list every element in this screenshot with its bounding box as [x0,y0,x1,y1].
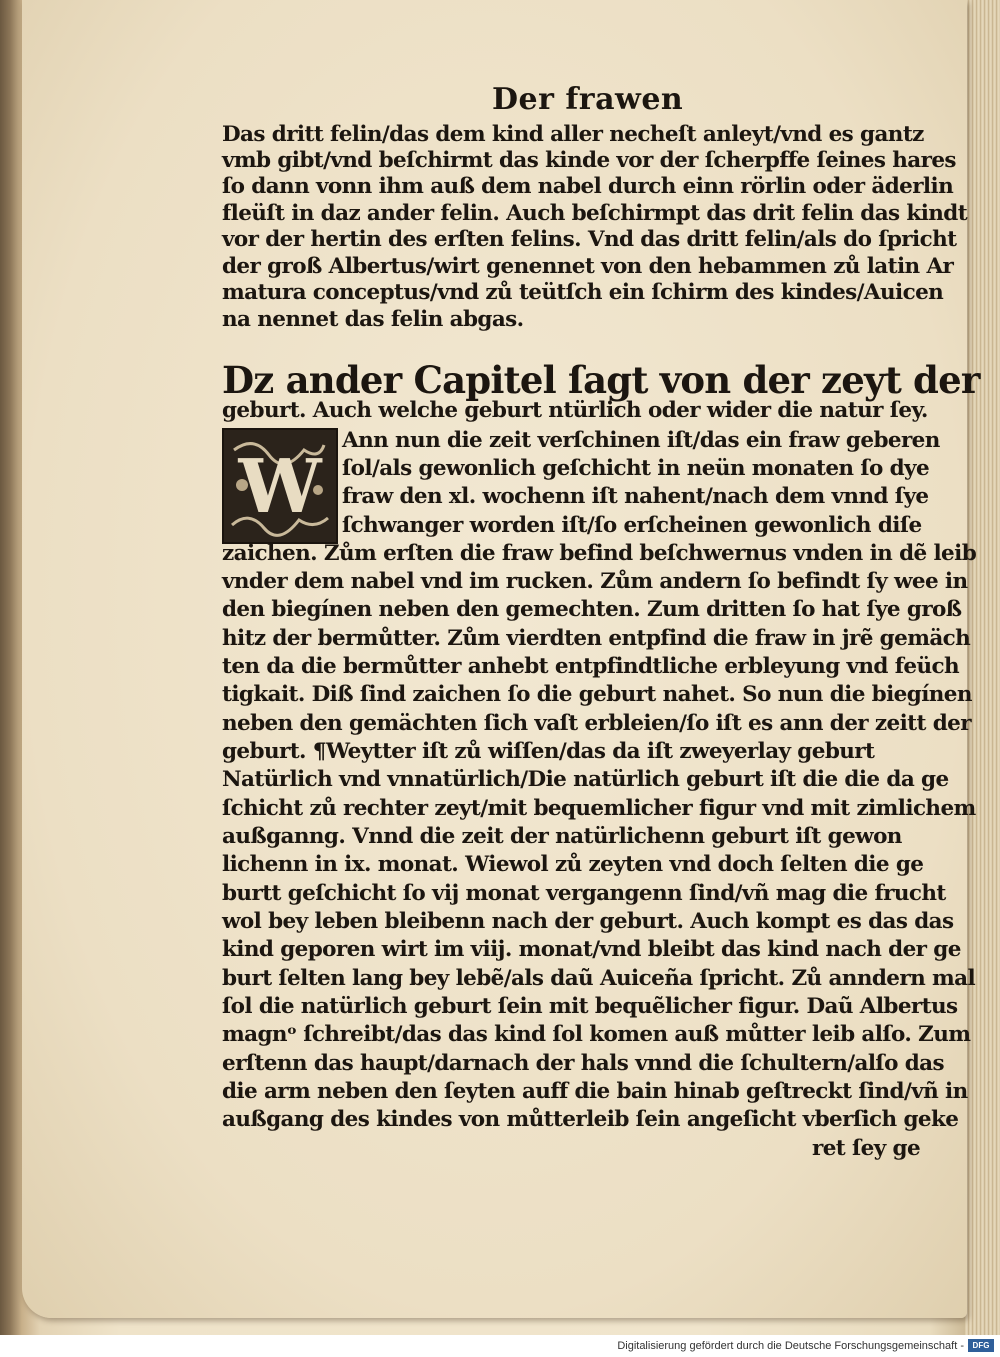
text-line: vor der hertin des erſten felins. Vnd das dritt felin/als do ſpricht [222,227,957,252]
text-line: lichenn in ix. monat. Wiewol zů zeyten vnd doch ſelten die ge [222,852,924,877]
chapter-subline: geburt. Auch welche geburt ntürlich oder wider die natur ſey. [222,398,928,423]
text-line: matura conceptus/vnd zů teütſch ein ſchirm des kindes/Auicen [222,280,944,305]
text-line: fleüſt in daz ander felin. Auch beſchirmpt das drit felin das kindt [222,201,968,226]
text-line: Natürlich vnd vnnatürlich/Die natürlich geburt iſt die die da ge [222,767,949,792]
catchword-line: ret ſey ge [812,1136,921,1161]
text-line: der groß Albertus/wirt genennet von den hebammen zů latin Ar [222,254,954,279]
text-line: hitz der bermůtter. Zům vierdten entpfind die fraw in jrẽ gemäch [222,626,971,651]
running-head: Der frawen [492,82,684,117]
dfg-logo: DFG [968,1339,994,1352]
text-line: zaichen. Zům erſten die fraw befind beſchwernus vnden in dẽ leib [222,541,977,566]
text-line: kind geporen wirt im viij. monat/vnd bleibt das kind nach der ge [222,937,961,962]
text-line: außganng. Vnnd die zeit der natürlichenn geburt iſt gewon [222,824,902,849]
footer-credit: Digitalisierung gefördert durch die Deutsche Forschungsgemeinschaft - [617,1340,964,1352]
book-page [22,0,980,1318]
text-line: tigkait. Diß ſind zaichen ſo die geburt nahet. So nun die biegínen [222,682,972,707]
text-line: fraw den xl. wochenn iſt nahent/nach dem vnnd ſye [342,484,929,509]
decorated-initial [222,428,338,544]
text-line: burtt geſchicht ſo vij monat vergangenn ſind/vñ mag die frucht [222,881,946,906]
digitization-footer [0,1335,1000,1357]
text-line: ſo dann vonn ihm auß dem nabel durch einn rörlin oder äderlin [222,174,954,199]
text-line: ſol die natürlich geburt ſein mit bequẽlicher figur. Daũ Albertus [222,994,958,1019]
text-line: die arm neben den ſeyten auff die bain hinab geſtreckt ſind/vñ in [222,1079,968,1104]
text-line: na nennet das felin abgas. [222,307,524,332]
text-line: magnᵒ ſchreibt/das das kind ſol komen auß můtter leib alſo. Zum [222,1022,971,1047]
text-line: ſol/als gewonlich geſchicht in neün monaten ſo dye [342,456,930,481]
initial-ornament [224,430,336,542]
text-line: neben den gemächten ſich vaſt erbleien/ſo iſt es ann der zeitt der [222,711,971,736]
chapter-heading: Dz ander Capitel ſagt von der zeyt der [222,358,980,402]
text-line: Das dritt felin/das dem kind aller necheſt anleyt/vnd es gantz [222,122,924,147]
text-line: ten da die bermůtter anhebt entpfindtliche erbleyung vnd feüch [222,654,960,679]
text-line: geburt. ¶Weytter iſt zů wiſſen/das da iſt zweyerlay geburt [222,739,875,764]
text-line: erſtenn das haupt/darnach der hals vnnd die ſchultern/alſo das [222,1051,944,1076]
page-stack-edge [965,0,1000,1335]
text-line: vnder dem nabel vnd im rucken. Zům andern ſo befindt ſy wee in [222,569,968,594]
text-line: außgang des kindes von můtterleib ſein angeſicht vberſich geke [222,1107,959,1132]
text-line: ſchicht zů rechter zeyt/mit bequemlicher figur vnd mit zimlichem [222,796,976,821]
text-line: ſchwanger worden iſt/ſo erſcheinen gewonlich diſe [342,513,922,538]
text-line: wol bey leben bleibenn nach der geburt. Auch kompt es das das [222,909,954,934]
text-line: burt ſelten lang bey lebẽ/als daũ Auiceña ſpricht. Zů anndern mal [222,966,976,991]
initial-letter: W [238,444,322,530]
text-line: den biegínen neben den gemechten. Zum dritten ſo hat ſye groß [222,597,962,622]
text-line: vmb gibt/vnd beſchirmt das kinde vor der ſcherpffe ſeines hares [222,148,956,173]
text-line: Ann nun die zeit verſchinen iſt/das ein fraw geberen [342,428,940,453]
